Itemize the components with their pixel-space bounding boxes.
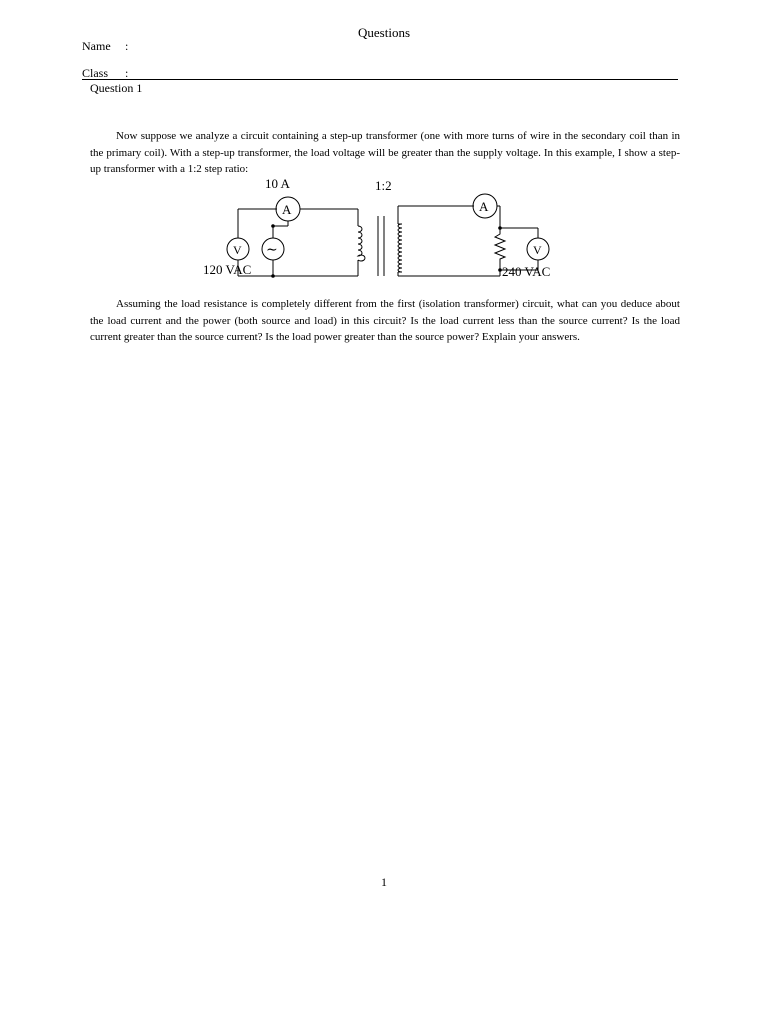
load-resistor [495,228,505,262]
ac-source [262,238,284,260]
svg-text:V: V [533,243,542,257]
question-paragraph-2: Assuming the load resistance is completely different from the first (isolation transformer) circuit, what can you deduce about the load current and the power (both source and load) in this circuit? Is the load current less than the source current? Is the load current greater than the source current? Is the load power greater than the source power? Explain your answers. [90,298,680,343]
ratio-label: 1:2 [375,178,392,193]
page-number: 1 [381,875,387,889]
transformer-core [378,216,384,276]
transformer-circuit-diagram [190,170,570,290]
secondary-coil [398,224,402,272]
name-colon: : [125,39,129,53]
current-label: 10 A [265,176,290,191]
page-title: Questions [358,25,410,40]
question-paragraph-1: Now suppose we analyze a circuit containing a step-up transformer (one with more turns of wire in the secondary coil than in the primary coil). With a step-up transformer, the load voltage will be greater than the supply voltage. In this example, I show a step-up transformer with a 1:2 step ratio: [90,130,680,175]
svg-text:A: A [479,199,489,214]
svg-text:V: V [233,243,242,257]
header-rule [82,79,678,80]
class-label: Class [82,66,109,80]
svg-text:∼: ∼ [266,243,278,258]
name-label: Name [82,39,111,53]
voltmeter-secondary [527,238,549,260]
load-voltage-label: 240 VAC [502,264,551,279]
ammeter-primary [276,197,300,221]
voltmeter-primary [227,238,249,260]
svg-text:A: A [282,202,292,217]
junction-dots [271,224,502,278]
source-voltage-label: 120 VAC [203,262,252,277]
primary-wiring [238,209,358,276]
question-label: Question 1 [90,81,143,95]
class-colon: : [125,66,129,80]
ammeter-secondary [473,194,497,218]
primary-coil [358,226,365,261]
